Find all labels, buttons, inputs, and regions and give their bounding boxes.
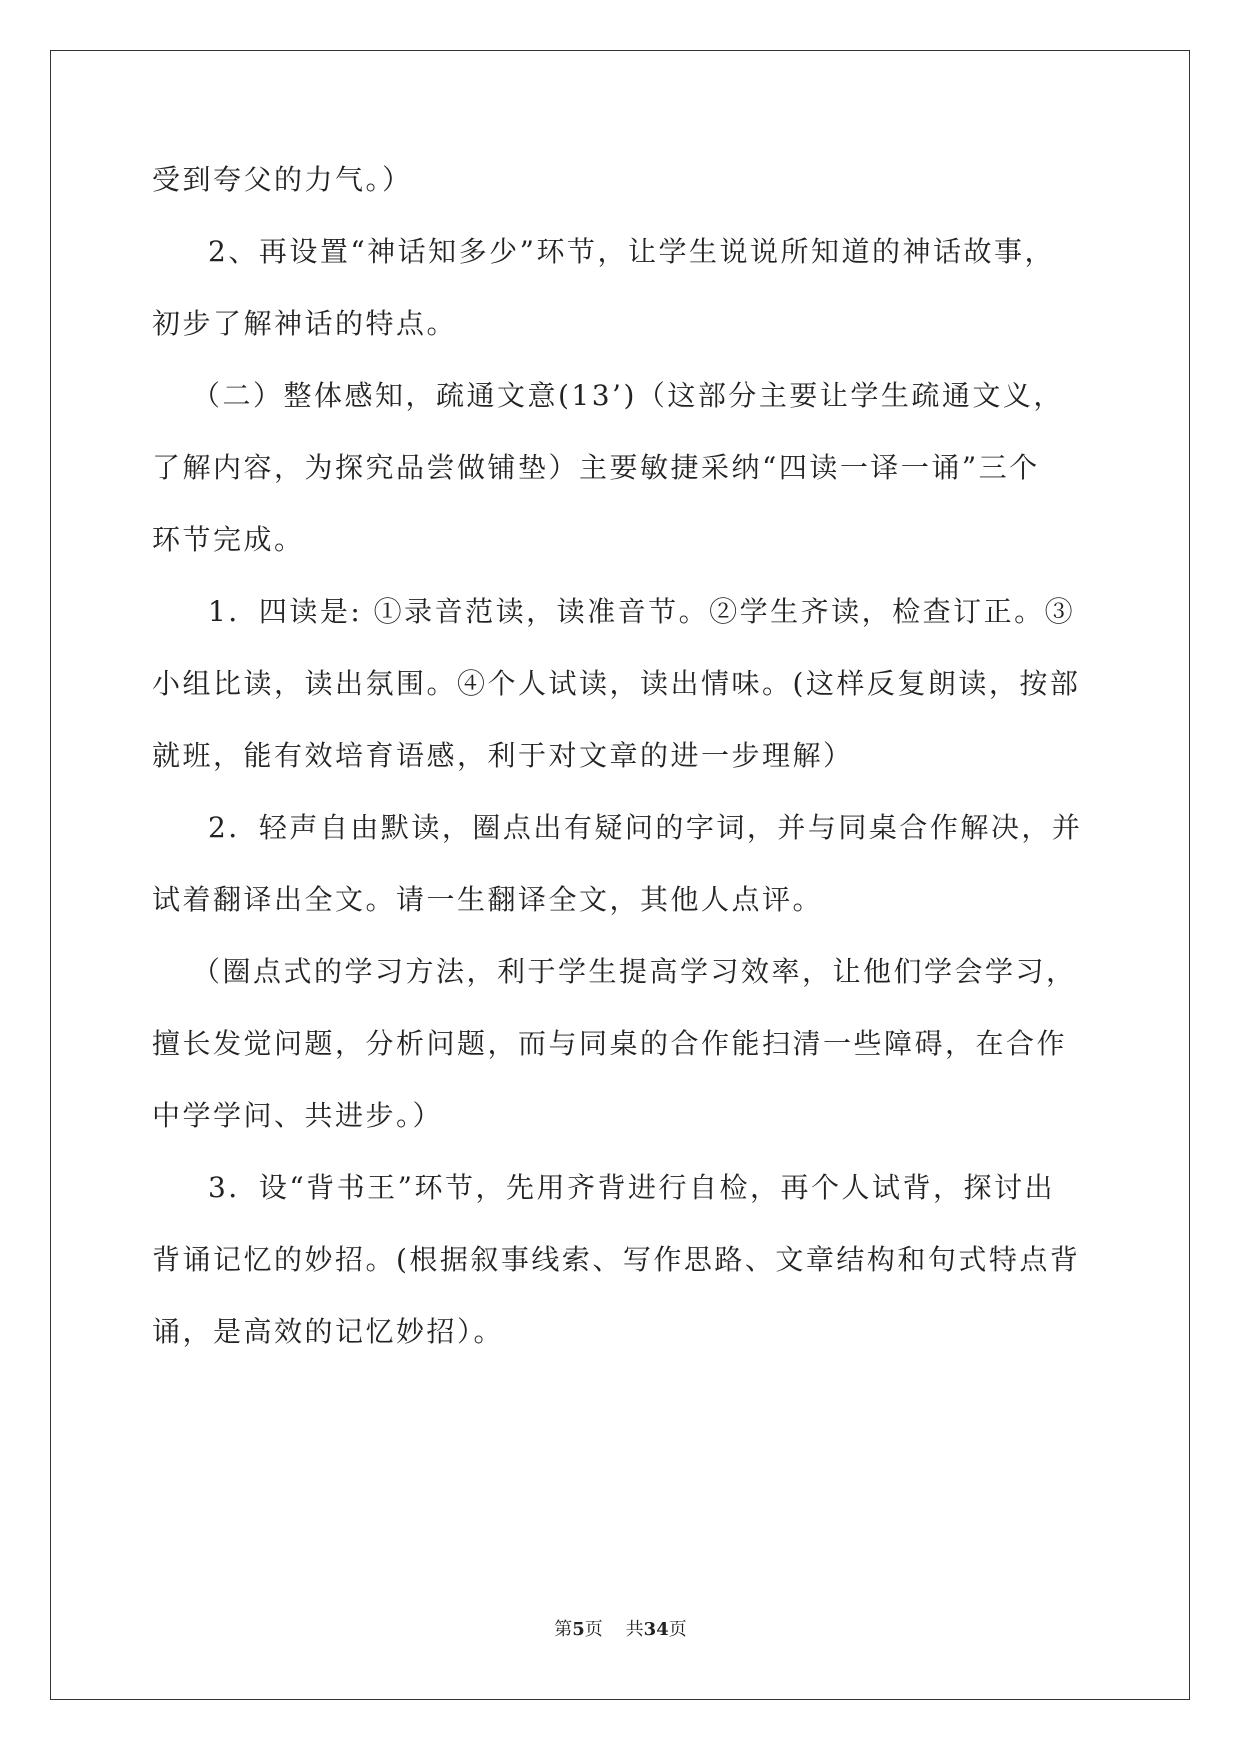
text-line: （二）整体感知，疏通文意(13’)（这部分主要让学生疏通文义， xyxy=(192,379,1064,412)
text-line: 2．轻声自由默读，圈点出有疑问的字词，并与同桌合作解决，并 xyxy=(208,811,1083,844)
current-page-number: 5 xyxy=(572,1619,585,1640)
page-frame xyxy=(50,50,1190,1700)
footer-prefix: 第 xyxy=(554,1619,573,1640)
footer-total-prefix: 共 xyxy=(625,1619,644,1640)
text-line: 1．四读是: ①录音范读，读准音节。②学生齐读，检查订正。③ xyxy=(208,595,1076,628)
text-line: 诵，是高效的记忆妙招）。 xyxy=(152,1315,505,1348)
text-line: 了解内容，为探究品尝做铺垫）主要敏捷采纳“四读一译一诵”三个 xyxy=(152,451,1040,484)
text-line: 2、再设置“神话知多少”环节，让学生说说所知道的神话故事， xyxy=(208,235,1055,268)
total-page-count: 34 xyxy=(643,1619,669,1640)
text-line: （圈点式的学习方法，利于学生提高学习效率，让他们学会学习， xyxy=(192,955,1077,988)
text-line: 3．设“背书王”环节，先用齐背进行自检，再个人试背，探讨出 xyxy=(208,1171,1055,1204)
text-line: 擅长发觉问题，分析问题，而与同桌的合作能扫清一些障碍，在合作 xyxy=(152,1027,1068,1060)
text-line: 试着翻译出全文。请一生翻译全文，其他人点评。 xyxy=(152,883,824,916)
footer-total-suffix: 页 xyxy=(668,1619,687,1640)
text-line: 中学学问、共进步。） xyxy=(152,1099,444,1132)
text-line: 初步了解神话的特点。 xyxy=(152,307,458,340)
text-line: 受到夸父的力气。） xyxy=(152,163,413,196)
page-footer xyxy=(0,1618,1241,1642)
text-line: 环节完成。 xyxy=(152,523,305,556)
text-line: 小组比读，读出氛围。④个人试读，读出情味。(这样反复朗读，按部 xyxy=(152,667,1081,700)
footer-page-suffix: 页 xyxy=(584,1619,603,1640)
text-line: 背诵记忆的妙招。(根据叙事线索、写作思路、文章结构和句式特点背 xyxy=(152,1243,1081,1276)
text-line: 就班，能有效培育语感，利于对文章的进一步理解） xyxy=(152,739,854,772)
